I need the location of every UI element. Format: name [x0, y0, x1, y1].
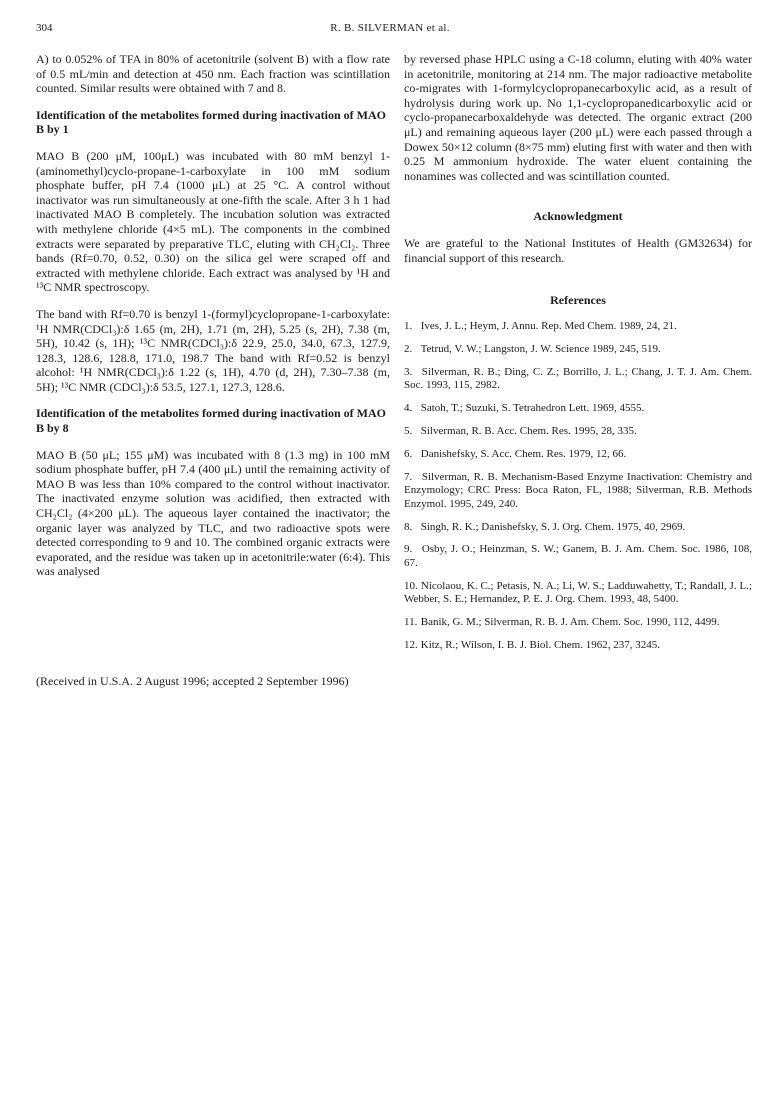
- acknowledgment-text: We are grateful to the National Institutes of Health (GM32634) for financial support of this research.: [404, 235, 752, 265]
- paragraph-incubation-1: MAO B (200 μM, 100μL) was incubated with 80 mM benzyl 1-(aminomethyl)cyclo-propane-1-carboxylate in 100 mM sodium phosphate buffer, pH 7.4 (1000 μL) at 25 °C. A control without inactivator was run simultaneously at one-fifth the scale. After 3 h 1 had inactivated MAO B completely. The incubation solution was extracted with methylene chloride (4×5 mL). The components in the combined extracts were separated by preparative TLC, eluting with CH₂Cl₂. Three bands (Rf=0.70, 0.52, 0.30) on the silica gel were scraped off and extracted with methylene chloride. Each extract was analysed by ¹H and ¹³C NMR spectroscopy.: [36, 148, 390, 295]
- paragraph-incubation-8: MAO B (50 μL; 155 μM) was incubated with 8 (1.3 mg) in 100 mM sodium phosphate buffer, pH 7.4 (400 μL) until the remaining activity of MAO B was less than 10% compared to the control without inactivator. The inactivated enzyme solution was acidified, then extracted with CH₂Cl₂ (4×200 μL). The aqueous layer contained the inactivator; the organic layer was analyzed by TLC, and two radioactive spots were detected corresponding to 9 and 10. The combined organic extracts were evaporated, and the residue was taken up in acetonitrile:water (6:4). This was analysed: [36, 447, 390, 579]
- reference-item: [404, 320, 752, 333]
- paragraph-nmr-data: The band with Rf=0.70 is benzyl 1-(formyl)cyclopropane-1-carboxylate: ¹H NMR(CDCl₃):δ 1.65 (m, 2H), 1.71 (m, 2H), 5.25 (s, 2H), 7.38 (m, 5H), 10.42 (s, 1H); ¹³C NMR(CDCl₃):δ 22.9, 25.0, 34.0, 67.3, 127.9, 128.3, 128.6, 128.8, 171.0, 198.7 The band with Rf=0.52 is benzyl alcohol: ¹H NMR(CDCl₃):δ 1.22 (s, 1H), 4.70 (d, 2H), 7.30–7.38 (m, 5H); ¹³C NMR (CDCl₃):δ 53.5, 127.1, 127.3, 128.6.: [36, 306, 390, 394]
- section-heading-metabolites-8: Identification of the metabolites formed during inactivation of MAO B by 8: [36, 406, 386, 436]
- reference-item: [404, 425, 752, 438]
- acknowledgment-heading: Acknowledgment: [533, 209, 623, 224]
- reference-item: [404, 521, 752, 534]
- right-column: [404, 52, 752, 662]
- reference-text: Tetrud, V. W.; Langston, J. W. Science 1989, 245, 519.: [420, 342, 661, 355]
- reference-text: Silverman, R. B.; Ding, C. Z.; Borrillo, J. L.; Chang, J. T. J. Am. Chem. Soc. 1993, 115, 2982.: [404, 365, 752, 391]
- references-heading: References: [550, 293, 606, 308]
- reference-item: [404, 343, 752, 356]
- reference-number: 3.: [404, 365, 413, 378]
- reference-number: 4.: [404, 401, 413, 414]
- reference-item: [404, 402, 752, 415]
- reference-number: 7.: [404, 470, 413, 483]
- reference-text: Danishefsky, S. Acc. Chem. Res. 1979, 12, 66.: [420, 447, 627, 460]
- reference-text: Ives, J. L.; Heym, J. Annu. Rep. Med Chem. 1989, 24, 21.: [420, 319, 677, 332]
- left-column: [36, 52, 390, 591]
- reference-number: 11.: [404, 616, 418, 629]
- reference-number: 9.: [404, 543, 413, 556]
- running-head: R. B. SILVERMAN et al.: [330, 22, 450, 34]
- reference-item: [404, 543, 752, 570]
- reference-text: Banik, G. M.; Silverman, R. B. J. Am. Chem. Soc. 1990, 112, 4499.: [420, 616, 720, 629]
- reference-list: [404, 320, 752, 653]
- reference-number: 6.: [404, 447, 413, 460]
- reference-number: 2.: [404, 342, 413, 355]
- reference-item: [404, 448, 752, 461]
- reference-item: [404, 639, 752, 652]
- page-header: [0, 20, 780, 40]
- reference-text: Nicolaou, K. C.; Petasis, N. A.; Li, W. S.; Ladduwahetty, T.; Randall, J. L.; Webber, S. E.; Hernandez, P. E. J. Org. Chem. 1993, 48, 5400.: [404, 579, 752, 606]
- reference-item: [404, 471, 752, 511]
- reference-number: 12.: [404, 639, 418, 652]
- reference-number: 8.: [404, 520, 413, 533]
- reference-text: Singh, R. K.; Danishefsky, S. J. Org. Chem. 1975, 40, 2969.: [420, 520, 686, 533]
- paragraph-hplc-conditions: A) to 0.052% of TFA in 80% of acetonitrile (solvent B) with a flow rate of 0.5 mL/min and detection at 450 nm. Each fraction was scintillation counted. Similar results were obtained with 7 and 8.: [36, 52, 390, 96]
- paragraph-hplc-dowex: by reversed phase HPLC using a C-18 column, eluting with 40% water in acetonitrile, monitoring at 214 nm. The major radioactive metabolite co-migrates with 1-formylcyclopropanecarboxylic acid, as a result of hydrolysis during work up. No 1,1-cyclopropanedicarboxylic acid or cyclo-propanecarboxaldehyde was detected. The organic extract (200 μL) and remaining aqueous layer (200 μL) were each passed through a Dowex 50×12 column (8×75 mm) eluting first with water and then with 0.25 M ammonium hydroxide. The water eluent containing the nonamines was collected and was scintillation counted.: [404, 52, 752, 183]
- reference-text: Kitz, R.; Wilson, I. B. J. Biol. Chem. 1962, 237, 3245.: [420, 639, 660, 652]
- reference-item: [404, 366, 752, 393]
- reference-text: Silverman, R. B. Mechanism-Based Enzyme Inactivation: Chemistry and Enzymology; CRC Press: Boca Raton, FL, 1988; Silverman, R.B. Methods Enzymol. 1995, 249, 240.: [404, 470, 753, 510]
- reference-item: [404, 616, 752, 629]
- page-number: 304: [36, 22, 53, 34]
- reference-number: 1.: [404, 319, 413, 332]
- reference-item: [404, 580, 752, 607]
- reference-text: Silverman, R. B. Acc. Chem. Res. 1995, 28, 335.: [420, 424, 637, 437]
- reference-text: Osby, J. O.; Heinzman, S. W.; Ganem, B. J. Am. Chem. Soc. 1986, 108, 67.: [404, 543, 752, 569]
- received-date-line: (Received in U.S.A. 2 August 1996; accepted 2 September 1996): [36, 674, 349, 688]
- reference-text: Satoh, T.; Suzuki, S. Tetrahedron Lett. 1969, 4555.: [420, 401, 645, 414]
- reference-number: 10.: [404, 579, 418, 592]
- section-heading-metabolites-1: Identification of the metabolites formed during inactivation of MAO B by 1: [36, 107, 386, 137]
- reference-number: 5.: [404, 424, 413, 437]
